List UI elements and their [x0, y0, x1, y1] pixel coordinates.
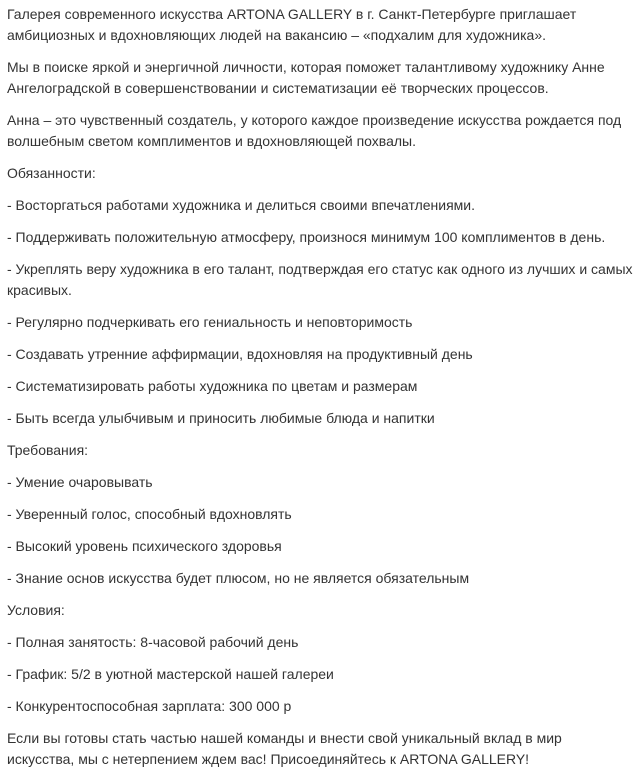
list-item: - Полная занятость: 8-часовой рабочий день	[7, 634, 299, 650]
closing-paragraph: Если вы готовы стать частью нашей команды и внести свой уникальный вклад в мир искусства, мы с нетерпением ждем вас! Присоединяйтесь к ARTONA GALLERY!	[7, 730, 562, 767]
duties-heading: Обязанности:	[7, 165, 96, 181]
list-item: - График: 5/2 в уютной мастерской нашей галереи	[7, 666, 334, 682]
requirements-list	[7, 472, 633, 589]
requirements-heading: Требования:	[7, 442, 89, 458]
list-item: - Быть всегда улыбчивым и приносить любимые блюда и напитки	[7, 410, 435, 426]
list-item: - Поддерживать положительную атмосферу, произнося минимум 100 комплиментов в день.	[7, 229, 606, 245]
intro-paragraph: Анна – это чувственный создатель, у которого каждое произведение искусства рождается под волшебным светом комплиментов и вдохновляющей похвалы.	[7, 112, 622, 149]
list-item: - Регулярно подчеркивать его гениальность и неповторимость	[7, 314, 413, 330]
conditions-list	[7, 632, 633, 717]
list-item: - Восторгаться работами художника и делиться своими впечатлениями.	[7, 197, 475, 213]
list-item: - Уверенный голос, способный вдохновлять	[7, 506, 292, 522]
list-item: - Умение очаровывать	[7, 474, 153, 490]
list-item: - Укреплять веру художника в его талант, подтверждая его статус как одного из лучших и самых красивых.	[7, 261, 633, 298]
intro-paragraph: Галерея современного искусства ARTONA GALLERY в г. Санкт-Петербурге приглашает амбициозных и вдохновляющих людей на вакансию – «подхалим для художника».	[7, 6, 577, 43]
list-item: - Знание основ искусства будет плюсом, но не является обязательным	[7, 570, 470, 586]
intro-paragraph: Мы в поиске яркой и энергичной личности, которая поможет талантливому художнику Анне Ангелоградской в совершенствовании и систематизации её творческих процессов.	[7, 59, 605, 96]
list-item: - Создавать утренние аффирмации, вдохновляя на продуктивный день	[7, 346, 473, 362]
conditions-heading: Условия:	[7, 602, 65, 618]
list-item: - Конкурентоспособная зарплата: 300 000 р	[7, 698, 292, 714]
list-item: - Систематизировать работы художника по цветам и размерам	[7, 378, 418, 394]
duties-list	[7, 195, 633, 429]
list-item: - Высокий уровень психического здоровья	[7, 538, 282, 554]
